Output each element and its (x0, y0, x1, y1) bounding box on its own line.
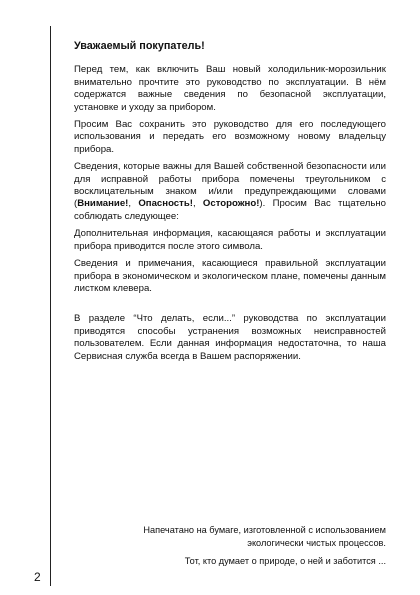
footer-line-paper: Напечатано на бумаге, изготовленной с использованием экологически чистых процессов. (143, 525, 386, 548)
margin-rule (50, 26, 51, 586)
safety-text-end: ). Просим Вас тщательно соблюдать следующее: (74, 198, 386, 222)
footer-note (96, 524, 386, 574)
paragraph-troubleshooting: В разделе “Что делать, если...” руководства по эксплуатации приводятся способы устранения возможных неисправностей пользователем. Если данная информация недостаточна, то наша Сервисная служба всегда в Вашем распоряжении. (74, 313, 386, 362)
paragraph-clover-symbol: Сведения и примечания, касающиеся правильной эксплуатации прибора в экономическом и экологическом плане, помечены данным листком клевера. (74, 258, 386, 294)
separator: , (192, 198, 203, 210)
paragraph-safety (74, 161, 386, 223)
danger-word: Опасность! (138, 198, 193, 210)
safety-text-start: Сведения, которые важны для Вашей собственной безопасности или для исправной работы прибора помечены треугольником с восклицательным знаком и/или предупреждающими словами ( (74, 161, 386, 210)
page-number: 2 (34, 570, 41, 584)
warning-word: Внимание! (77, 198, 129, 210)
paragraph-keep-manual: Просим Вас сохранить это руководство для его последующего использования и передать его возможному новому владельцу прибора. (74, 119, 386, 155)
footer-line-nature: Тот, кто думает о природе, о ней и заботится ... (184, 556, 386, 567)
caution-word: Осторожно! (202, 198, 260, 210)
paragraph-info-symbol: Дополнительная информация, касающаяся работы и эксплуатации прибора приводится после этого символа. (74, 228, 386, 252)
separator: , (128, 198, 139, 210)
paragraph-intro: Перед тем, как включить Ваш новый холодильник-морозильник внимательно прочтите это руководство по эксплуатации. В нём содержатся важные сведения по безопасной эксплуатации, установке и уходу за прибором. (74, 64, 386, 113)
page-title: Уважаемый покупатель! (74, 40, 205, 52)
document-body (74, 40, 386, 368)
